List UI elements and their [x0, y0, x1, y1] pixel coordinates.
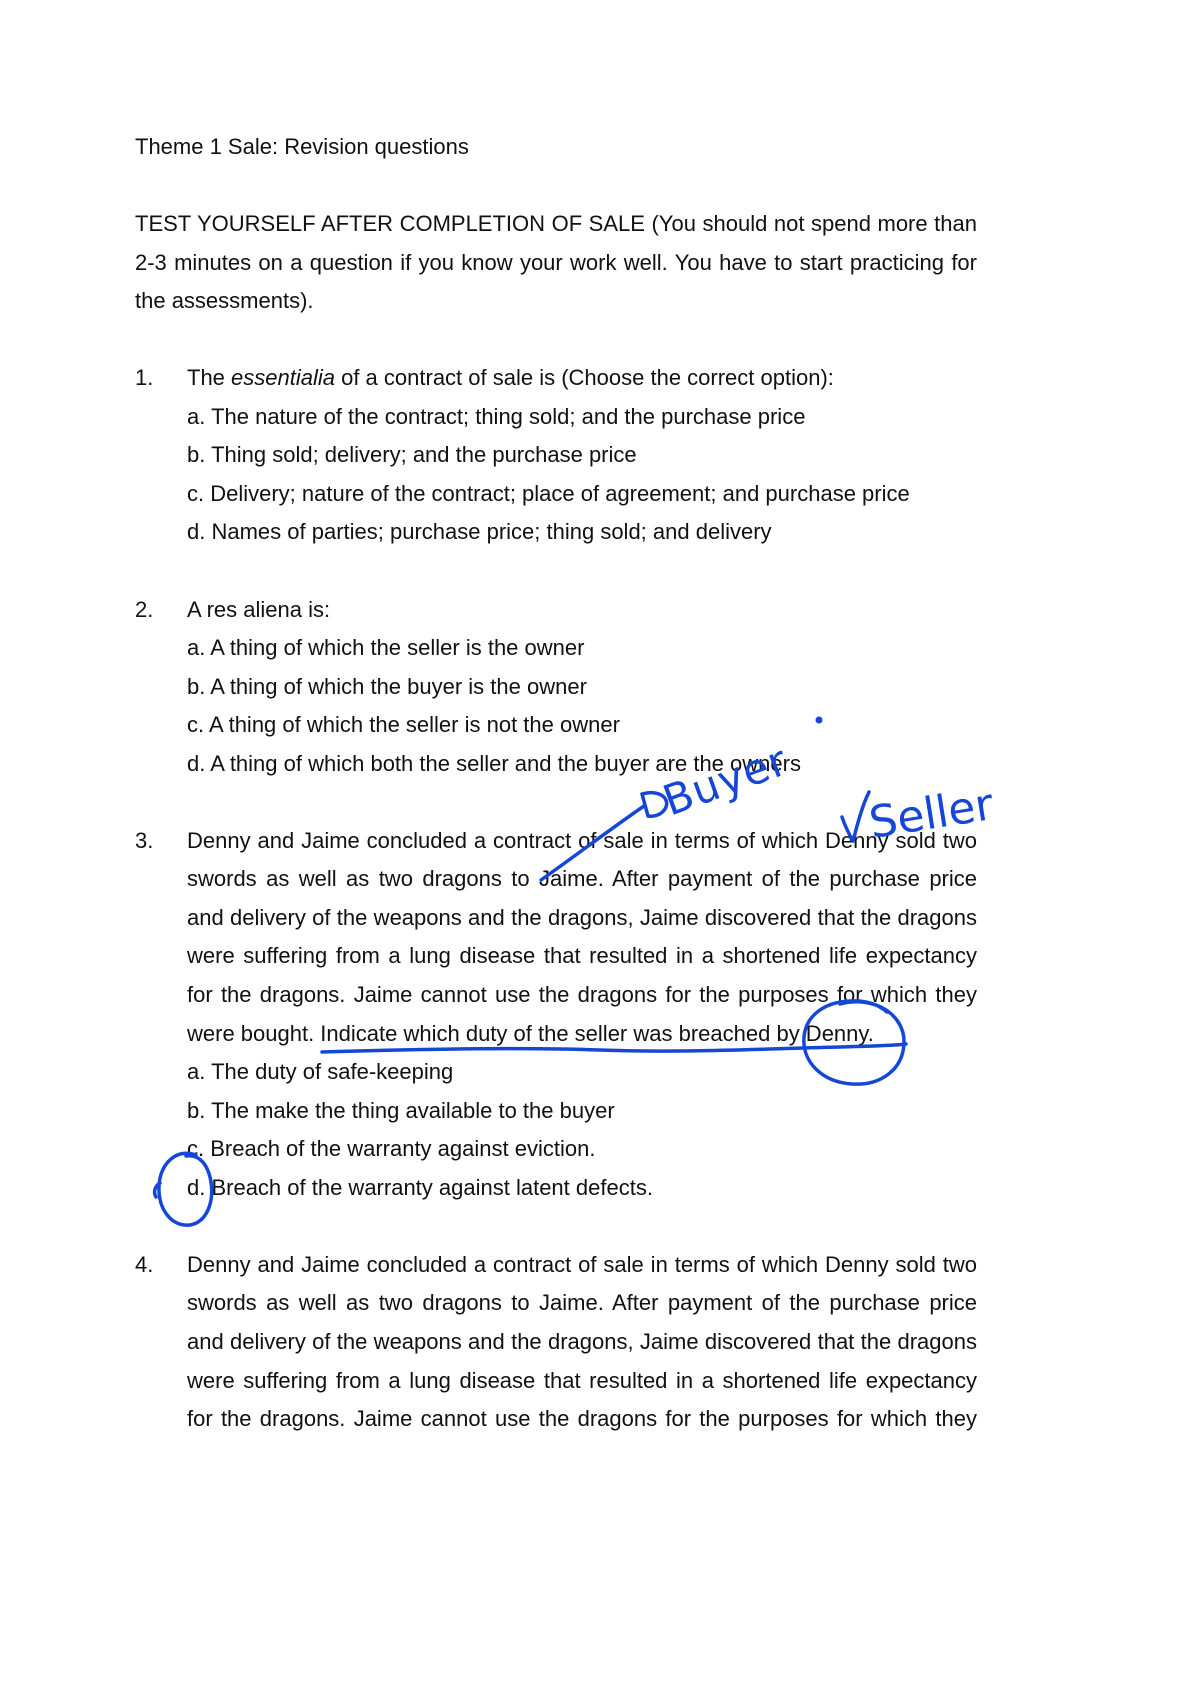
question-stem-line: were suffering from a lung disease that resulted in a shortened life expectancy	[187, 943, 977, 969]
document-title: Theme 1 Sale: Revision questions	[135, 134, 469, 159]
question-stem: A res aliena is:	[187, 596, 331, 622]
question-1	[135, 359, 977, 552]
instructions-paragraph	[135, 205, 977, 321]
answer-option-d: d. Breach of the warranty against latent defects.	[187, 1174, 653, 1200]
seller-annotation: Seller	[865, 778, 997, 849]
question-stem-line: swords as well as two dragons to Jaime. After payment of the purchase price	[187, 1290, 977, 1316]
question-3	[135, 822, 977, 1207]
blank-line	[135, 1207, 977, 1246]
answer-option-b: b. Thing sold; delivery; and the purchase price	[187, 442, 637, 468]
question-stem-line: for the dragons. Jaime cannot use the dragons for the purposes for which they	[187, 1406, 977, 1432]
question-number: 4.	[135, 1251, 154, 1277]
document-body	[135, 128, 977, 1439]
question-number: 2.	[135, 596, 154, 622]
blank-line	[135, 783, 977, 822]
instructions-line: TEST YOURSELF AFTER COMPLETION OF SALE (You should not spend more than	[135, 211, 977, 237]
buyer-annotation: Buyer	[656, 735, 795, 826]
question-number: 1.	[135, 365, 154, 391]
answer-option-c: c. Delivery; nature of the contract; place of agreement; and purchase price	[187, 480, 910, 506]
instructions-line: the assessments).	[135, 288, 314, 314]
latin-term: essentialia	[231, 365, 335, 391]
answer-option-d: d. Names of parties; purchase price; thing sold; and delivery	[187, 519, 772, 545]
question-stem-line: were bought. Indicate which duty of the seller was breached by Denny.	[187, 1020, 874, 1046]
question-2	[135, 591, 977, 784]
answer-option-a: a. A thing of which the seller is the owner	[187, 635, 585, 661]
blank-line	[135, 321, 977, 360]
question-stem-line: swords as well as two dragons to Jaime. After payment of the purchase price	[187, 866, 977, 892]
answer-option-c: c. Breach of the warranty against eviction.	[187, 1136, 596, 1162]
answer-option-c: c. A thing of which the seller is not the owner	[187, 712, 620, 738]
question-stem-line: and delivery of the weapons and the dragons, Jaime discovered that the dragons	[187, 1328, 977, 1354]
instructions-line: 2-3 minutes on a question if you know your work well. You have to start practicing for	[135, 249, 977, 275]
question-number: 3.	[135, 827, 154, 853]
answer-option-b: b. A thing of which the buyer is the owner	[187, 673, 587, 699]
answer-option-a: a. The nature of the contract; thing sold; and the purchase price	[187, 403, 806, 429]
question-stem-line: Denny and Jaime concluded a contract of sale in terms of which Denny sold two	[187, 1251, 977, 1277]
question-stem-line: and delivery of the weapons and the dragons, Jaime discovered that the dragons	[187, 904, 977, 930]
question-stem-text: The	[187, 365, 232, 391]
question-stem	[187, 822, 977, 1053]
question-stem-text: of a contract of sale is (Choose the correct option):	[334, 365, 834, 391]
question-4	[135, 1246, 977, 1439]
answer-option-b: b. The make the thing available to the buyer	[187, 1097, 615, 1123]
question-stem-line: Denny and Jaime concluded a contract of sale in terms of which Denny sold two	[187, 827, 977, 853]
question-stem-line: for the dragons. Jaime cannot use the dragons for the purposes for which they	[187, 982, 977, 1008]
blank-line	[135, 167, 977, 206]
answer-option-d: d. A thing of which both the seller and the buyer are the owners	[187, 750, 801, 776]
question-stem-line: were suffering from a lung disease that resulted in a shortened life expectancy	[187, 1367, 977, 1393]
answer-option-a: a. The duty of safe-keeping	[187, 1059, 454, 1085]
question-stem	[187, 359, 977, 398]
blank-line	[135, 552, 977, 591]
question-stem	[187, 1246, 977, 1439]
